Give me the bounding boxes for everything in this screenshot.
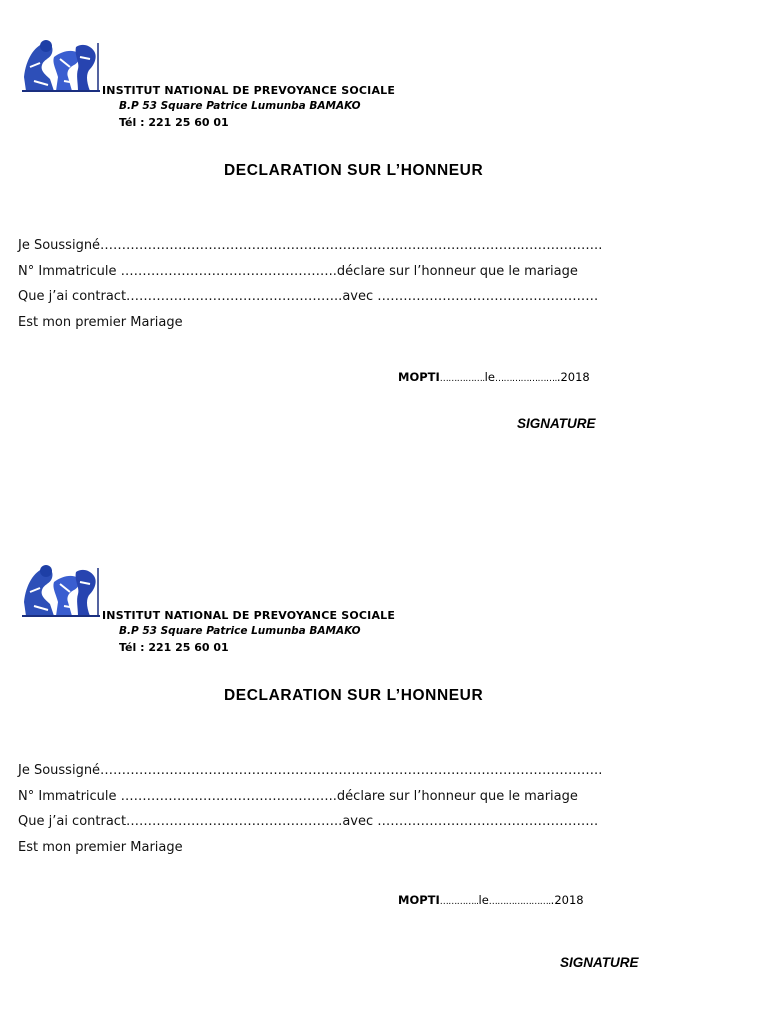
place-date-line[interactable] <box>398 370 590 384</box>
org-name: INSTITUT NATIONAL DE PREVOYANCE SOCIALE <box>102 609 396 622</box>
org-address: B.P 53 Square Patrice Lumunba BAMAKO <box>119 625 361 637</box>
line-premier-mariage: Est mon premier Mariage <box>18 840 183 855</box>
line-immatricule[interactable]: N° Immatricule …………………………………………..déclare sur l’honneur que le mariage <box>18 789 578 804</box>
date-blank[interactable]: …………………. <box>494 374 557 384</box>
document-title: DECLARATION SUR L’HONNEUR <box>224 162 484 179</box>
place-date-line[interactable] <box>398 893 584 907</box>
date-blank[interactable]: …………………. <box>488 897 551 907</box>
declaration-form-2 <box>0 525 768 1025</box>
line-soussigne[interactable]: Je Soussigné…………………………………………………………………………………………………….. <box>18 763 603 778</box>
org-phone: Tél : 221 25 60 01 <box>119 116 229 129</box>
org-phone: Tél : 221 25 60 01 <box>119 641 229 654</box>
declaration-form-1 <box>0 0 768 500</box>
city-label: MOPTI <box>398 370 440 384</box>
le-label: le <box>484 370 495 384</box>
year-label: .2018 <box>550 893 584 907</box>
line-contract[interactable]: Que j’ai contract…………………………………………..avec …………………………………………… <box>18 814 599 829</box>
signature-label: SIGNATURE <box>517 416 596 431</box>
signature-label: SIGNATURE <box>560 955 639 970</box>
line-contract[interactable]: Que j’ai contract…………………………………………..avec …………………………………………… <box>18 289 599 304</box>
inps-logo-icon <box>20 37 102 95</box>
line-soussigne[interactable]: Je Soussigné…………………………………………………………………………………………………….. <box>18 238 603 253</box>
city-label: MOPTI <box>398 893 440 907</box>
line-immatricule[interactable]: N° Immatricule …………………………………………..déclare sur l’honneur que le mariage <box>18 264 578 279</box>
year-label: .2018 <box>556 370 590 384</box>
org-name: INSTITUT NATIONAL DE PREVOYANCE SOCIALE <box>102 84 396 97</box>
org-address: B.P 53 Square Patrice Lumunba BAMAKO <box>119 100 361 112</box>
inps-logo-icon <box>20 562 102 620</box>
day-blank[interactable]: ……………. <box>439 374 485 384</box>
le-label: le <box>478 893 489 907</box>
day-blank[interactable]: ………….. <box>439 897 479 907</box>
document-title: DECLARATION SUR L’HONNEUR <box>224 687 484 704</box>
line-premier-mariage: Est mon premier Mariage <box>18 315 183 330</box>
